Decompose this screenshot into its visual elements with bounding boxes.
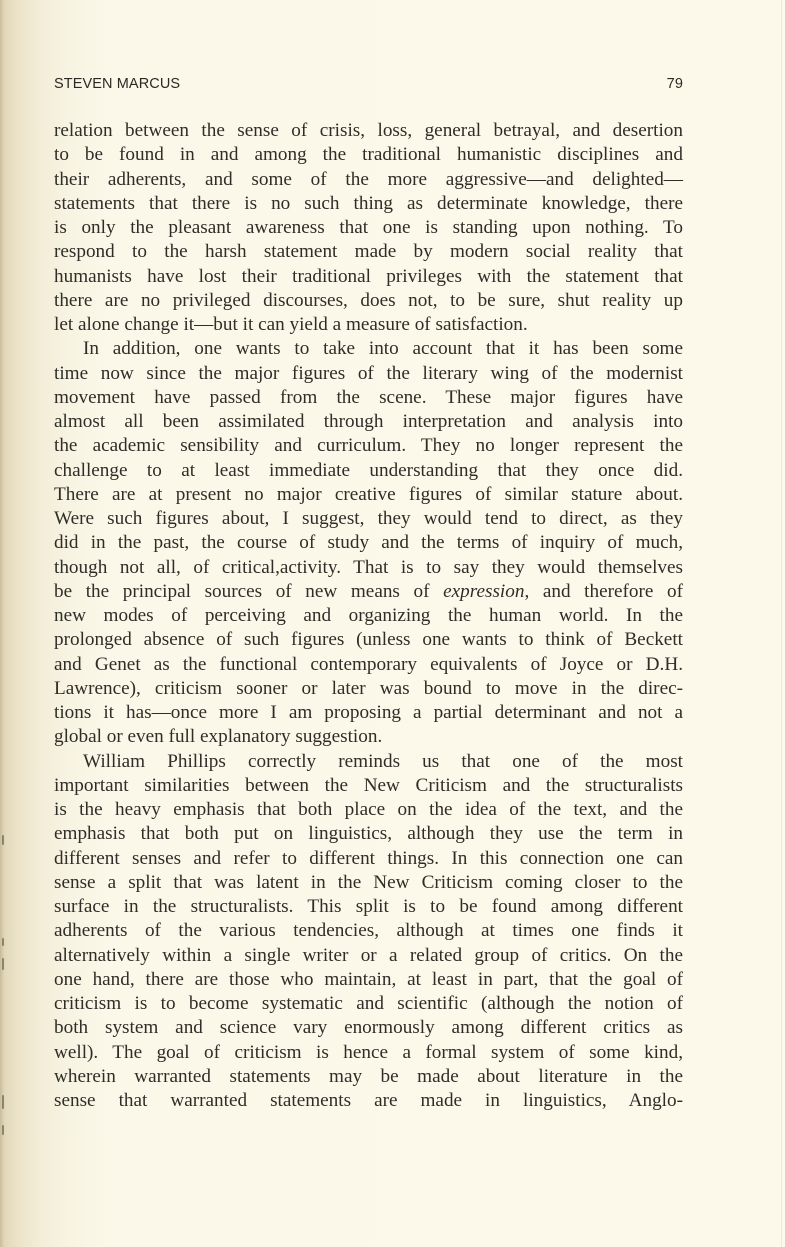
text-line: alternatively within a single writer or a related group of critics. On the (54, 944, 683, 966)
spine-mark (2, 835, 4, 845)
text-line: time now since the major figures of the literary wing of the modernist (54, 362, 683, 384)
text-line: though not all, of critical,activity. That is to say they would themselves (54, 556, 683, 578)
text-line: sense a split that was latent in the New Criticism coming closer to the (54, 871, 683, 893)
text-line: is only the pleasant awareness that one is standing upon nothing. To (54, 217, 683, 238)
spine-mark (2, 1095, 4, 1109)
text-line: Were such figures about, I suggest, they would tend to direct, as they (54, 508, 683, 529)
body-text (54, 119, 683, 1113)
text-line: surface in the structuralists. This split is to be found among different (54, 896, 683, 917)
text-line: relation between the sense of crisis, loss, general betrayal, and desertion (54, 120, 683, 141)
text-line: Lawrence), criticism sooner or later was bound to move in the direc- (54, 677, 683, 699)
text-line: their adherents, and some of the more aggressive—and delighted— (54, 168, 683, 190)
paragraph (54, 337, 683, 749)
text-line: to be found in and among the traditional humanistic disciplines and (54, 144, 683, 166)
text-line (54, 580, 683, 604)
text-line: sense that warranted statements are made in linguistics, Anglo- (54, 1090, 683, 1111)
running-head (54, 76, 683, 94)
text-line: emphasis that both put on linguistics, although they use the term in (54, 823, 683, 845)
text-line: did in the past, the course of study and the terms of inquiry of much, (54, 532, 683, 554)
text-line: challenge to at least immediate understanding that they once did. (54, 459, 683, 481)
spine-shadow (0, 0, 4, 1247)
text-line: and Genet as the functional contemporary equivalents of Joyce or D.H. (54, 653, 683, 675)
paragraph (54, 119, 683, 337)
text-line: criticism is to become systematic and scientific (although the notion of (54, 993, 683, 1014)
text-line: statements that there is no such thing as determinate knowledge, there (54, 192, 683, 214)
text-line: global or even full explanatory suggestion. (54, 726, 383, 748)
text-line: important similarities between the New Criticism and the structuralists (54, 774, 683, 796)
page-number: 79 (666, 76, 683, 92)
paragraph (54, 750, 683, 1114)
page-edge-line (781, 0, 782, 1247)
text-line: almost all been assimilated through interpretation and analysis into (54, 411, 683, 432)
text-line: both system and science vary enormously among different critics as (54, 1017, 683, 1039)
text-line: In addition, one wants to take into account that it has been some (83, 338, 683, 360)
text-line: tions it has—once more I am proposing a partial determinant and not a (54, 702, 683, 723)
text-run: , and therefore of (524, 580, 683, 602)
text-line: movement have passed from the scene. These major figures have (54, 386, 683, 408)
text-line: prolonged absence of such figures (unless one wants to think of Beckett (54, 629, 683, 651)
spine-mark (2, 938, 4, 946)
spine-mark (2, 1125, 4, 1135)
text-line: respond to the harsh statement made by modern social reality that (54, 241, 683, 263)
text-line: There are at present no major creative figures of similar stature about. (54, 483, 683, 505)
text-line: adherents of the various tendencies, although at times one finds it (54, 920, 683, 942)
text-line: new modes of perceiving and organizing the human world. In the (54, 605, 683, 626)
text-line: William Phillips correctly reminds us that one of the most (83, 750, 683, 772)
text-run: be the principal sources of new means of (54, 580, 444, 602)
text-line: one hand, there are those who maintain, at least in part, that the goal of (54, 968, 683, 990)
text-line: wherein warranted statements may be made about literature in the (54, 1065, 683, 1087)
text-line: well). The goal of criticism is hence a formal system of some kind, (54, 1041, 683, 1063)
spine-mark (2, 958, 4, 970)
text-line: is the heavy emphasis that both place on the idea of the text, and the (54, 799, 683, 820)
text-line: different senses and refer to different things. In this connection one can (54, 847, 683, 869)
text-line: the academic sensibility and curriculum. They no longer represent the (54, 435, 683, 457)
running-head-author: STEVEN MARCUS (54, 76, 181, 92)
text-line: there are no privileged discourses, does not, to be sure, shut reality up (54, 289, 683, 311)
italic-emphasis: expression (443, 580, 525, 602)
text-line: let alone change it—but it can yield a measure of satisfaction. (54, 314, 528, 335)
text-line: humanists have lost their traditional privileges with the statement that (54, 265, 683, 287)
